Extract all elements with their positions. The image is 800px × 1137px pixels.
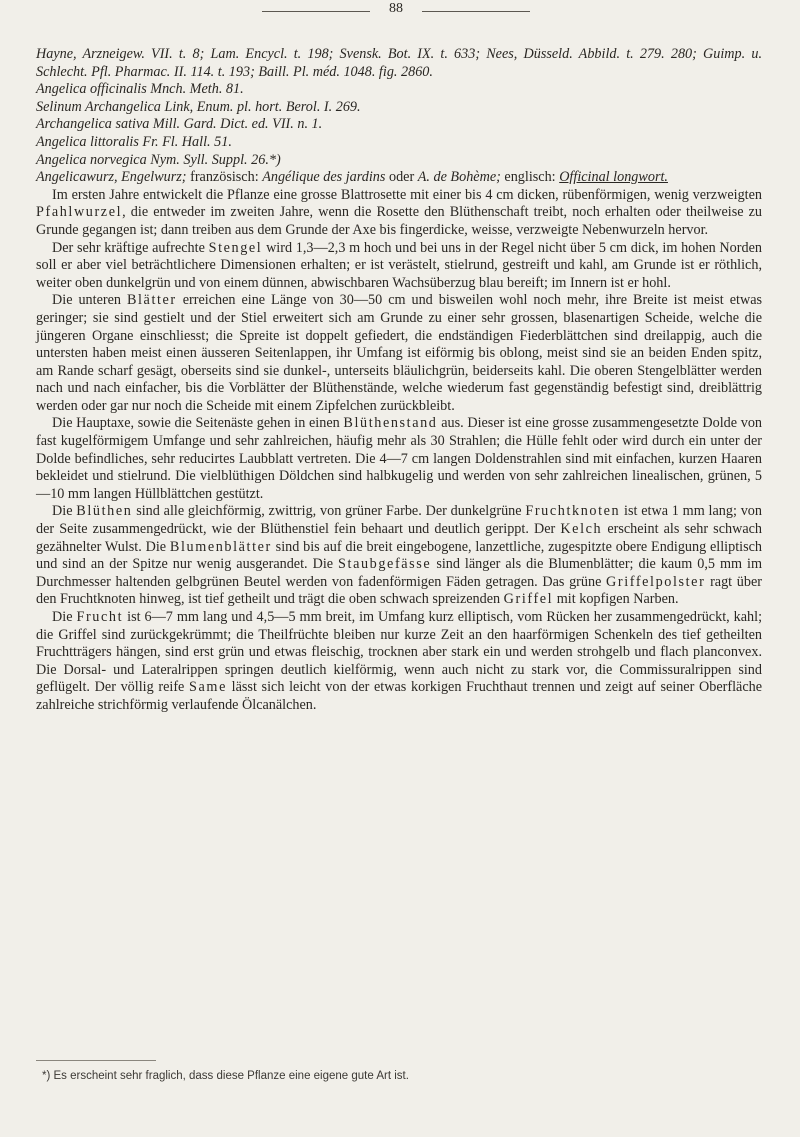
page-body (36, 46, 762, 715)
footnote-rule (36, 1060, 156, 1061)
synonym-citation: Angelica officinalis Mnch. Meth. 81. (36, 81, 244, 98)
paragraph-inflorescence: Die Hauptaxe, sowie die Seitenäste gehen in einen Blüthenstand aus. Dieser ist eine grosse zusammengesetzte Dolde von fast kugelförmigem Umfange und sehr zahlreichen, häufig mehr als 30 Strahlen; die Hülle fehlt oder wird durch ein unter der Dolde befindliches, sehr reducirtes Laubblatt vertreten. Die 4—7 cm langen Doldenstrahlen sind mit einfachen, kurzen Haaren bekleidet und stielrund. Die vielblüthigen Döldchen sind halbkugelig und werden von sehr zahlreichen linealischen, grünen, 5—10 mm langen Hüllblättchen gestützt. (36, 415, 763, 502)
paragraph-flowers: Die Blüthen sind alle gleichförmig, zwittrig, von grüner Farbe. Der dunkelgrüne Fruchtknoten ist etwa 1 mm lang; von der Seite zusammengedrückt, wie der Blüthenstiel fein behaart und deutlich gerippt. Der Kelch erscheint als sehr schwach gezähnelter Wulst. Die Blumenblätter sind bis auf die breit eingebogene, lanzettliche, zugespitzte obere Endigung elliptisch und sind an der Spitze nur wenig ausgerandet. Die Staubgefässe sind länger als die Blumenblätter; die kaum 0,5 mm im Durchmesser haltenden gelbgrünen Beutel werden von fadenförmigen Fäden getragen. Das grüne Griffelpolster ragt über den Fruchtknoten hinweg, ist tief getheilt und trägt die oben schwach spreizenden Griffel mit kopfigen Narben. (36, 503, 763, 608)
paragraph-root: Im ersten Jahre entwickelt die Pflanze eine grosse Blattrosette mit einer bis 4 cm dicken, rübenförmigen, wenig verzweigten Pfahlwurzel, die entweder im zweiten Jahre, wenn die Rosette den Blüthenschaft treibt, noch erhalten oder theilweise zu Grunde gegangen ist; dann treiben aus dem Grunde der Axe bis fingerdicke, weisse, verzweigte Nebenwurzeln hervor. (36, 186, 762, 238)
common-names: Angelicawurz, Engelwurz; französisch: Angélique des jardins oder A. de Bohème; englisch: Officinal longwort. (36, 169, 668, 186)
synonym-citation: Angelica norvegica Nym. Syll. Suppl. 26.*) (36, 151, 281, 168)
synonym-citation: Selinum Archangelica Link, Enum. pl. hort. Berol. I. 269. (36, 98, 361, 115)
synonym-citation: Angelica littoralis Fr. Fl. Hall. 51. (36, 133, 232, 150)
header-rule-left (262, 11, 370, 12)
footnote: *) Es erscheint sehr fraglich, dass diese Pflanze eine eigene gute Art ist. (42, 1070, 409, 1082)
page-header (0, 0, 800, 22)
paragraph-leaves: Die unteren Blätter erreichen eine Länge von 30—50 cm und bisweilen wohl noch mehr, ihre Breite ist meist etwas geringer; sie sind gestielt und der Stiel erweitert sich am Grunde zu einer sehr grossen, blasenartigen Scheide, welche die jüngeren Organe einschliesst; die Spreite ist doppelt gefiedert, die endständigen Fiederblättchen sind dreilappig, auch die untersten haben meist einen äusseren Seitenlappen, ihr Umfang ist eiförmig bis oblong, meist sind sie an beiden Enden spitz, am Rande scharf gesägt, oberseits sind sie dunkel-, unterseits bläulichgrün, beiderseits kahl. Die oberen Stengelblätter werden nach und nach einfacher, bis die Vorblätter der Blüthenstände, welche wiederum fast gegenständig befestigt sind, dreiblättrig werden oder gar nur noch die Scheide mit einem Zipfelchen zurückbleibt. (36, 292, 763, 414)
synonym-citation: Hayne, Arzneigew. VII. t. 8; Lam. Encycl. t. 198; Svensk. Bot. IX. t. 633; Nees, Düsseld. Abbild. t. 279. 280; Guimp. u. Schlecht. Pfl. Pharmac. II. 114. t. 193; Baill. Pl. méd. 1048. fig. 2860. (36, 46, 762, 80)
synonym-list (36, 46, 762, 187)
paragraph-stem: Der sehr kräftige aufrechte Stengel wird 1,3—2,3 m hoch und bei uns in der Regel nicht über 5 cm dick, im hohen Norden soll er aber viel beträchtlichere Dimensionen erhalten; er ist verästelt, stielrund, gestreift und kahl, am Grunde ist er röthlich, weiter oben dunkelgrün und von einem dünnen, abwischbaren Wachsüberzug blau bereift; im Innern ist er hohl. (36, 239, 762, 291)
header-rule-right (422, 11, 530, 12)
synonym-citation: Archangelica sativa Mill. Gard. Dict. ed. VII. n. 1. (36, 116, 323, 133)
page-number: 88 (389, 1, 403, 16)
paragraph-fruit: Die Frucht ist 6—7 mm lang und 4,5—5 mm breit, im Umfang kurz elliptisch, vom Rücken her zusammengedrückt, kahl; die Griffel sind zurückgekrümmt; die Theilfrüchte bleiben nur kurze Zeit an den haarförmigen Schenkeln des tief getheilten Fruchtträgers hängen, sind erst grün und etwas fleischig, trocknen aber stark ein und werden strohgelb und flach planconvex. Die Dorsal- und Lateralrippen springen deutlich kielförmig, wenn auch nicht zu stark vor, die Commissuralrippen sind geflügelt. Der völlig reife Same lässt sich leicht von der etwas korkigen Fruchthaut trennen und zeigt auf seiner Oberfläche zahlreiche strichförmig verlaufende Ölcanälchen. (36, 609, 763, 713)
